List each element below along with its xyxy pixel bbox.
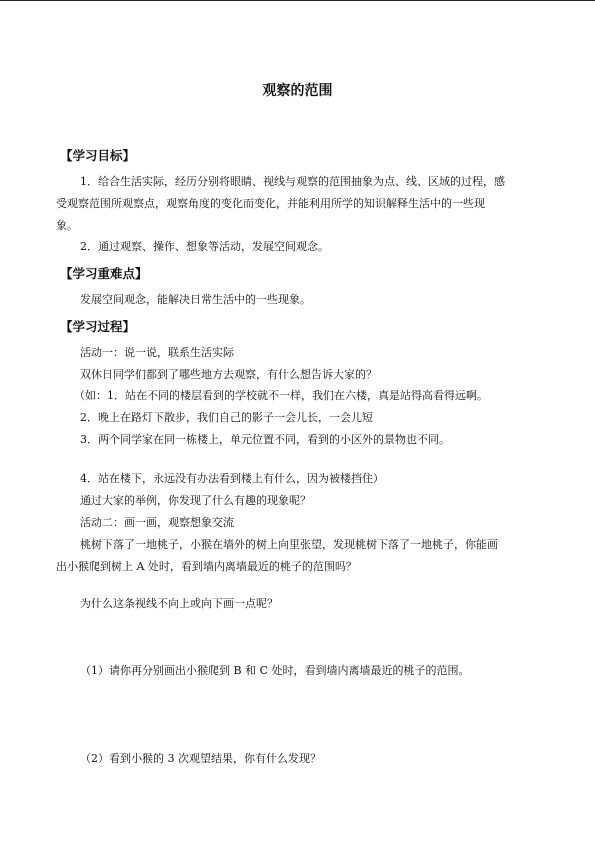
- page-title: 观察的范围: [262, 83, 333, 99]
- objectives-heading: 【学习目标】: [60, 148, 136, 163]
- example-4: 4．站在楼下，永远没有办法看到楼上有什么，因为被楼挡住）: [80, 472, 384, 485]
- example-3: 3．两个同学家在同一栋楼上，单元位置不同，看到的小区外的景物也不同。: [80, 433, 450, 446]
- activity-1-title: 活动一：说一说，联系生活实际: [80, 346, 234, 359]
- process-heading: 【学习过程】: [60, 319, 136, 334]
- example-1: （如：1．站在不同的楼层看到的学校就不一样，我们在六楼，真是站得高看得远啊。: [74, 389, 488, 402]
- question-1: 双休日同学们都到了哪些地方去观察，有什么想告诉大家的？: [80, 368, 377, 381]
- objective-2: 2．通过观察、操作、想象等活动，发展空间观念。: [80, 240, 329, 253]
- story-line-2: 出小猴爬到树上 A 处时，看到墙内离墙最近的桃子的范围吗？: [56, 560, 357, 573]
- objective-1-line-1: 1．给合生活实际，经历分别将眼睛、视线与观察的范围抽象为点、线、区域的过程，感: [80, 175, 505, 188]
- question-2: 通过大家的举例，你发现了什么有趣的现象呢？: [80, 494, 311, 507]
- objective-1-line-2: 受观察范围所观察点，观察角度的变化而变化，并能利用所学的知识解释生活中的一些现: [56, 197, 485, 210]
- task-2: （2）看到小猴的 3 次观望结果，你有什么发现？: [80, 752, 321, 765]
- top-border-line: [0, 0, 595, 1]
- key-points-heading: 【学习重难点】: [60, 266, 148, 281]
- story-line-1: 桃树下落了一地桃子，小猴在墙外的树上向里张望，发现桃树下落了一地桃子，你能画: [80, 538, 498, 551]
- example-2: 2．晚上在路灯下散步，我们自己的影子一会儿长，一会儿短: [80, 411, 373, 424]
- objective-1-line-3: 象。: [56, 219, 78, 232]
- question-3: 为什么这条视线不向上或向下画一点呢？: [80, 597, 278, 610]
- key-points-text: 发展空间观念，能解决日常生活中的一些现象。: [80, 293, 311, 306]
- task-1: （1）请你再分别画出小猴爬到 B 和 C 处时，看到墙内离墙最近的桃子的范围。: [80, 664, 470, 677]
- activity-2-title: 活动二：画一画，观察想象交流: [80, 516, 234, 529]
